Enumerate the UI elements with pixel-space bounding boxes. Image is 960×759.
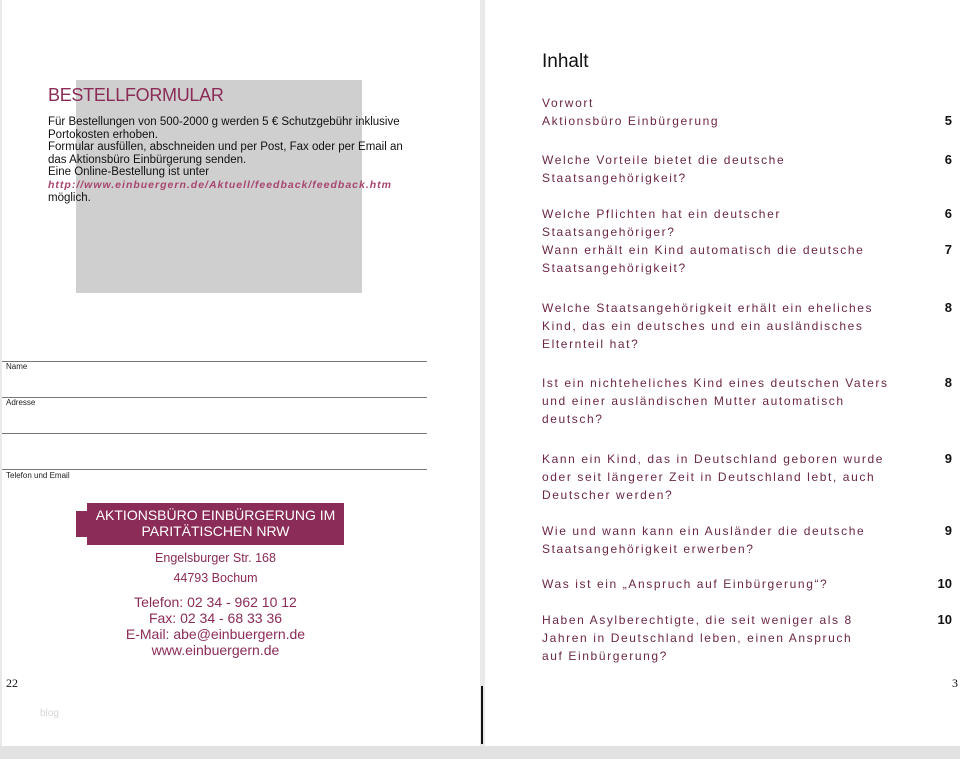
name-field-line[interactable] xyxy=(2,361,427,362)
org-name-line: AKTIONSBÜRO EINBÜRGERUNG IM xyxy=(95,507,336,523)
page-number-right: 3 xyxy=(952,676,958,690)
intro-line: möglich. xyxy=(48,191,91,204)
email-address[interactable]: E-Mail: abe@einbuergern.de xyxy=(125,626,306,642)
toc-entry-line: deutsch? xyxy=(542,412,604,426)
toc-title: Inhalt xyxy=(542,51,589,72)
toc-entry-page-number: 6 xyxy=(944,152,952,167)
page-number-left: 22 xyxy=(6,676,18,690)
address-field-label: Adresse xyxy=(6,398,36,407)
toc-entry-line: Wie und wann kann ein Ausländer die deutsche xyxy=(542,524,866,538)
toc-entry-page-number: 8 xyxy=(944,300,952,315)
toc-entry-line: Ist ein nichteheliches Kind eines deutschen Vaters xyxy=(542,376,889,390)
toc-entry-page-number: 10 xyxy=(937,612,952,627)
intro-line: Für Bestellungen von 500-2000 g werden 5 € Schutzgebühr inklusive xyxy=(48,116,400,128)
order-instructions xyxy=(48,116,428,204)
phone-email-field-label: Telefon und Email xyxy=(6,471,70,480)
watermark-text: blog xyxy=(40,708,59,719)
toc-entry-page-number: 8 xyxy=(944,375,952,390)
website-link[interactable]: www.einbuergern.de xyxy=(151,642,280,658)
intro-line: Portokosten erhoben. xyxy=(48,128,158,141)
toc-entry-page-number: 6 xyxy=(944,206,952,221)
toc-entry-line: Wann erhält ein Kind automatisch die deutsche xyxy=(542,243,865,257)
toc-entry-line: Deutscher werden? xyxy=(542,488,674,502)
toc-entry-page-number: 10 xyxy=(937,576,952,591)
toc-entry-line: Welche Staatsangehörigkeit erhält ein eheliches xyxy=(542,301,874,315)
phone-email-field-line[interactable] xyxy=(2,469,427,470)
toc-entry-line: Staatsangehörigkeit erwerben? xyxy=(542,542,755,556)
toc-entry-line: Jahren in Deutschland leben, einen Anspruch xyxy=(542,631,853,645)
toc-entry-text xyxy=(542,522,897,558)
toc-entry-line: Welche Pflichten hat ein deutscher Staatsangehöriger? xyxy=(542,207,781,239)
toc-entry-line: Kann ein Kind, das in Deutschland geboren wurde xyxy=(542,452,885,466)
toc-entry-line: Staatsangehörigkeit? xyxy=(542,171,687,185)
toc-entry-page-number: 9 xyxy=(944,523,952,538)
toc-entry-line: Haben Asylberechtigte, die seit weniger als 8 xyxy=(542,613,853,627)
intro-line: Formular ausfüllen, abschneiden und per Post, Fax oder per Email an xyxy=(48,141,403,154)
intro-line: das Aktionsbüro Einbürgerung senden. xyxy=(48,153,247,166)
toc-entry-line: Was ist ein „Anspruch auf Einbürgerung“? xyxy=(542,577,829,591)
bottom-strip xyxy=(0,746,960,759)
toc-entry-line: und einer ausländischen Mutter automatisch xyxy=(542,394,845,408)
fax-number: Fax: 02 34 - 68 33 36 xyxy=(148,610,283,626)
toc-entry-text xyxy=(542,241,897,277)
toc-entry-page-number: 5 xyxy=(944,113,952,128)
toc-entry-text xyxy=(542,151,897,187)
street-address: Engelsburger Str. 168 xyxy=(155,551,276,565)
toc-entry-text xyxy=(542,94,897,112)
order-form-title: BESTELLFORMULAR xyxy=(48,85,224,105)
toc-entry-text xyxy=(542,611,897,665)
toc-entry-text xyxy=(542,205,897,241)
page-spine xyxy=(481,686,483,744)
org-box-accent xyxy=(76,511,87,537)
name-field-label: Name xyxy=(6,362,28,371)
order-url-link[interactable]: http://www.einbuergern.de/Aktuell/feedback/feedback.htm xyxy=(48,178,392,191)
toc-entry-text xyxy=(542,450,897,504)
address-field-line[interactable] xyxy=(2,397,427,398)
toc-entry-line: auf Einbürgerung? xyxy=(542,649,668,663)
toc-entry-page-number: 7 xyxy=(944,242,952,257)
org-name-line: PARITÄTISCHEN NRW xyxy=(141,522,290,539)
address-field-line-2[interactable] xyxy=(2,433,427,434)
toc-entry-line: Vorwort xyxy=(542,96,594,110)
phone-number: Telefon: 02 34 - 962 10 12 xyxy=(134,594,297,610)
toc-entry-line: Aktionsbüro Einbürgerung xyxy=(542,114,720,128)
toc-entry-line: Staatsangehörigkeit? xyxy=(542,261,687,275)
toc-entry-line: Welche Vorteile bietet die deutsche xyxy=(542,153,786,167)
toc-entry-line: oder seit längerer Zeit in Deutschland lebt, auch xyxy=(542,470,876,484)
toc-entry-text xyxy=(542,374,897,428)
toc-entry-line: Kind, das ein deutsches und ein ausländisches xyxy=(542,319,864,333)
toc-entry-text xyxy=(542,299,897,353)
intro-line: Eine Online-Bestellung ist unter xyxy=(48,166,210,179)
toc-entry-text xyxy=(542,575,897,593)
toc-entry-line: Elternteil hat? xyxy=(542,337,640,351)
org-name-box xyxy=(87,503,344,545)
toc-entry-text xyxy=(542,112,897,130)
city-address: 44793 Bochum xyxy=(173,571,258,585)
toc-entry-page-number: 9 xyxy=(944,451,952,466)
